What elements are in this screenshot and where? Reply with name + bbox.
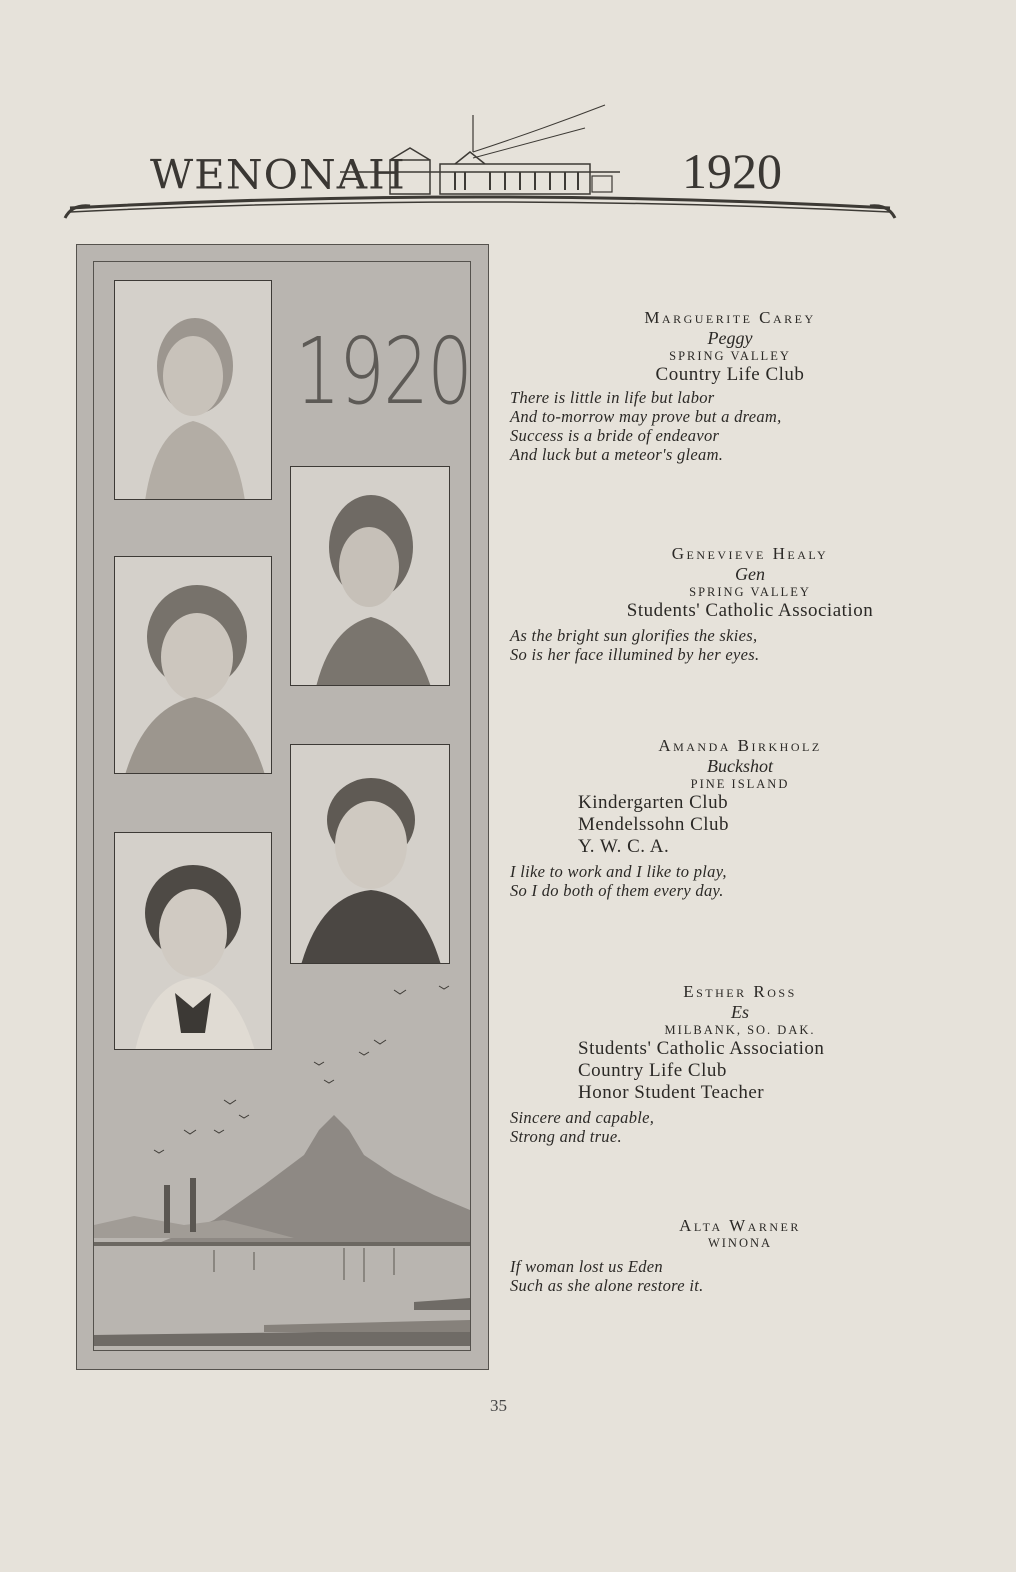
student-name: Genevieve Healy xyxy=(671,544,829,563)
verse-line: Strong and true. xyxy=(510,1127,622,1146)
verse-line: Sincere and capable, xyxy=(510,1108,655,1127)
verse-line: As the bright sun glorifies the skies, xyxy=(510,626,758,645)
student-nickname: Buckshot xyxy=(707,756,773,776)
verse-line: And luck but a meteor's gleam. xyxy=(510,445,724,464)
entry-ross xyxy=(510,982,1010,1146)
verse-line: Success is a bride of endeavor xyxy=(510,426,720,445)
portrait-image xyxy=(291,745,450,964)
entry-birkholz xyxy=(510,736,1010,900)
club-item: Y. W. C. A. xyxy=(578,836,670,857)
page-header xyxy=(0,0,1016,230)
club-item: Kindergarten Club xyxy=(578,792,729,813)
portrait-image xyxy=(115,281,272,500)
student-town: MILBANK, SO. DAK. xyxy=(664,1023,816,1037)
club-item: Country Life Club xyxy=(655,364,805,385)
entry-carey xyxy=(510,308,1010,464)
student-town: PINE ISLAND xyxy=(690,777,790,791)
yearbook-title: WENONAH xyxy=(150,151,406,198)
portrait-photo-birkholz xyxy=(290,744,450,964)
header-year: 1920 xyxy=(682,143,782,199)
student-nickname: Es xyxy=(731,1002,749,1022)
verse-line: If woman lost us Eden xyxy=(510,1257,663,1276)
page-number: 35 xyxy=(490,1396,507,1415)
club-item: Students' Catholic Association xyxy=(626,600,874,621)
club-item: Honor Student Teacher xyxy=(578,1082,765,1103)
student-name: Alta Warner xyxy=(679,1216,801,1235)
student-town: SPRING VALLEY xyxy=(689,585,811,599)
portrait-image xyxy=(291,467,450,686)
student-name: Marguerite Carey xyxy=(644,308,816,327)
student-name: Esther Ross xyxy=(683,982,797,1001)
club-item: Students' Catholic Association xyxy=(578,1038,825,1059)
portrait-photo-ross xyxy=(114,556,272,774)
verse-line: Such as she alone restore it. xyxy=(510,1276,704,1295)
portrait-image xyxy=(115,557,272,774)
landscape-sketch xyxy=(94,980,472,1352)
student-town: WINONA xyxy=(707,1236,773,1250)
club-item: Mendelssohn Club xyxy=(578,814,730,835)
portrait-photo-carey xyxy=(114,280,272,500)
student-name: Amanda Birkholz xyxy=(658,736,822,755)
portrait-photo-healy xyxy=(290,466,450,686)
verse-line: And to-morrow may prove but a dream, xyxy=(510,407,782,426)
student-town: SPRING VALLEY xyxy=(669,349,791,363)
verse-line: There is little in life but labor xyxy=(510,388,715,407)
club-item: Country Life Club xyxy=(578,1060,727,1081)
student-nickname: Peggy xyxy=(707,328,753,348)
panel-year: 1920 xyxy=(295,318,472,425)
verse-line: So I do both of them every day. xyxy=(510,881,724,900)
entry-healy xyxy=(510,544,1010,664)
student-nickname: Gen xyxy=(735,564,765,584)
entry-warner xyxy=(510,1216,1010,1295)
verse-line: So is her face illumined by her eyes. xyxy=(510,645,760,664)
verse-line: I like to work and I like to play, xyxy=(510,862,727,881)
